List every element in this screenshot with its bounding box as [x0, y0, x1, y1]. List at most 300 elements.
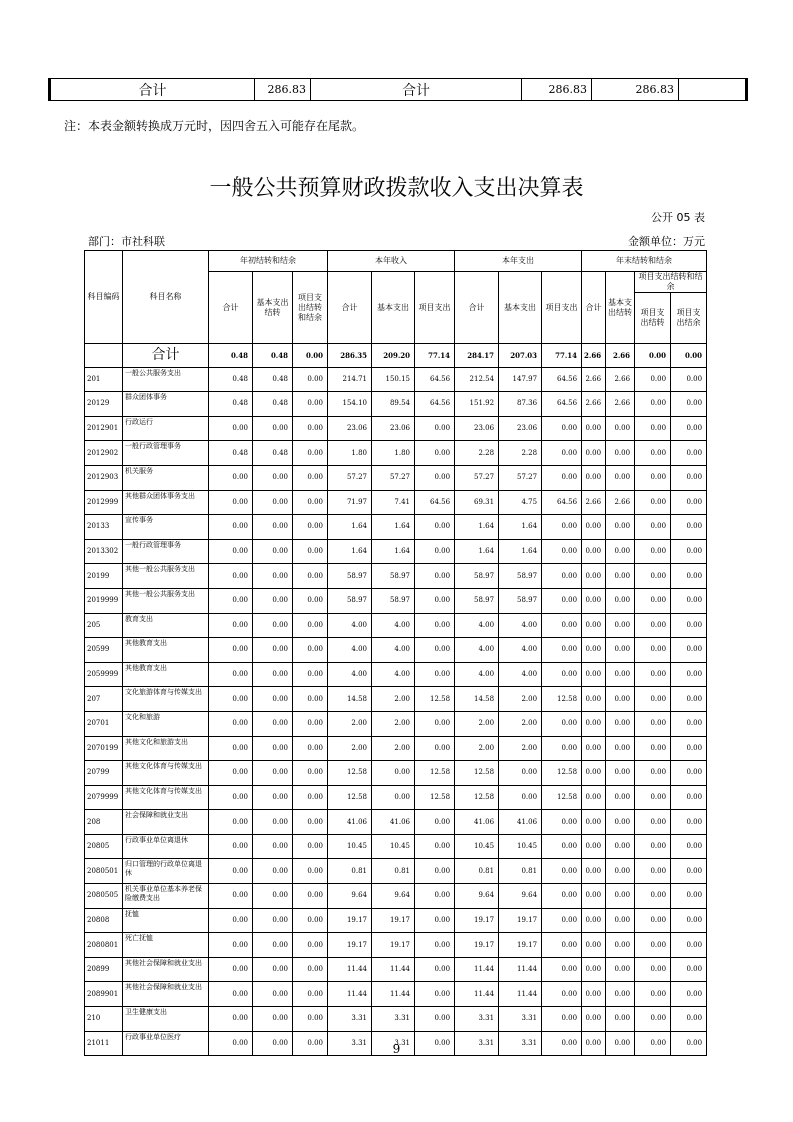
- row-value: 0.00: [582, 662, 606, 687]
- row-value: 11.44: [328, 957, 372, 982]
- row-value: 0.00: [582, 736, 606, 761]
- row-value: 0.00: [635, 515, 671, 540]
- row-value: 0.00: [671, 367, 707, 392]
- row-value: 3.31: [499, 1007, 542, 1032]
- row-value: 0.00: [499, 785, 542, 810]
- row-code: 2012901: [85, 416, 123, 441]
- table-row: [85, 785, 707, 810]
- row-value: 1.64: [455, 515, 499, 540]
- row-value: 0.00: [209, 982, 253, 1007]
- row-value: 41.06: [372, 810, 415, 835]
- row-name: 机关事业单位基本养老保险缴费支出: [123, 884, 209, 909]
- row-value: 0.00: [671, 1007, 707, 1032]
- row-code: 21011: [85, 1031, 123, 1056]
- row-value: 0.00: [542, 810, 582, 835]
- row-code: 205: [85, 613, 123, 638]
- row-value: 0.00: [606, 785, 635, 810]
- row-value: 0.00: [635, 785, 671, 810]
- row-value: 0.00: [293, 957, 328, 982]
- row-value: 1.64: [499, 515, 542, 540]
- total-value: 0.00: [635, 344, 671, 368]
- row-value: 0.00: [542, 515, 582, 540]
- row-value: 0.00: [582, 859, 606, 884]
- top-total-value-3: 286.83: [592, 79, 679, 101]
- row-name: 行政事业单位医疗: [123, 1031, 209, 1056]
- row-value: 0.00: [293, 982, 328, 1007]
- row-value: 0.00: [635, 490, 671, 515]
- row-value: 0.00: [542, 564, 582, 589]
- table-row: [85, 711, 707, 736]
- row-value: 0.48: [253, 392, 293, 417]
- row-name: 其他教育支出: [123, 638, 209, 663]
- row-value: 58.97: [499, 588, 542, 613]
- row-value: 4.00: [455, 638, 499, 663]
- row-value: 10.45: [499, 834, 542, 859]
- row-value: 0.00: [635, 1031, 671, 1056]
- row-value: 0.00: [542, 416, 582, 441]
- row-value: 0.00: [635, 638, 671, 663]
- row-name: 宣传事务: [123, 515, 209, 540]
- row-name: 群众团体事务: [123, 392, 209, 417]
- row-value: 0.00: [671, 515, 707, 540]
- header-end-project-carry: 项目支出结转: [635, 293, 671, 344]
- row-name: 其他群众团体事务支出: [123, 490, 209, 515]
- row-code: 2012903: [85, 465, 123, 490]
- row-value: 0.00: [635, 761, 671, 786]
- total-row: [85, 344, 707, 368]
- row-value: 0.48: [209, 441, 253, 466]
- row-value: 0.00: [415, 588, 455, 613]
- row-code: 2059999: [85, 662, 123, 687]
- table-row: [85, 687, 707, 712]
- row-value: 19.17: [372, 908, 415, 933]
- row-value: 58.97: [372, 588, 415, 613]
- row-value: 0.00: [542, 711, 582, 736]
- row-value: 4.00: [455, 613, 499, 638]
- row-value: 0.00: [542, 588, 582, 613]
- row-code: 2013302: [85, 539, 123, 564]
- row-value: 0.00: [606, 638, 635, 663]
- row-value: 0.00: [415, 416, 455, 441]
- row-value: 0.00: [209, 957, 253, 982]
- row-value: 0.00: [253, 1007, 293, 1032]
- row-value: 0.00: [415, 982, 455, 1007]
- row-value: 0.00: [582, 1031, 606, 1056]
- row-value: 0.00: [635, 859, 671, 884]
- table-row: [85, 933, 707, 958]
- top-total-label-1: 合计: [50, 79, 255, 101]
- row-value: 0.00: [606, 859, 635, 884]
- row-value: 0.00: [635, 982, 671, 1007]
- table-row: [85, 736, 707, 761]
- row-value: 12.58: [455, 761, 499, 786]
- row-value: 0.00: [635, 908, 671, 933]
- row-value: 0.00: [606, 736, 635, 761]
- row-name: 一般行政管理事务: [123, 539, 209, 564]
- total-value: 77.14: [542, 344, 582, 368]
- row-value: 0.00: [671, 687, 707, 712]
- header-group-income: 本年收入: [328, 251, 455, 272]
- row-value: 0.00: [209, 638, 253, 663]
- row-value: 3.31: [455, 1007, 499, 1032]
- row-value: 23.06: [499, 416, 542, 441]
- row-name: 其他教育支出: [123, 662, 209, 687]
- row-value: 64.56: [542, 392, 582, 417]
- row-code: 20133: [85, 515, 123, 540]
- row-value: 0.00: [582, 613, 606, 638]
- row-value: 0.00: [415, 539, 455, 564]
- header-name: 科目名称: [123, 251, 209, 344]
- row-value: 14.58: [455, 687, 499, 712]
- row-value: 0.00: [209, 834, 253, 859]
- page-number: 9: [392, 1042, 401, 1056]
- total-value: 0.00: [671, 344, 707, 368]
- row-value: 0.00: [293, 441, 328, 466]
- row-code: 207: [85, 687, 123, 712]
- row-value: 0.00: [635, 662, 671, 687]
- header-begin-total: 合计: [209, 272, 253, 344]
- header-begin-project: 项目支出结转和结余: [293, 272, 328, 344]
- row-value: 0.00: [253, 564, 293, 589]
- row-value: 41.06: [499, 810, 542, 835]
- header-code: 科目编码: [85, 251, 123, 344]
- row-value: 2.66: [582, 392, 606, 417]
- row-value: 0.00: [372, 785, 415, 810]
- row-value: 0.00: [415, 834, 455, 859]
- row-value: 0.00: [606, 687, 635, 712]
- row-code: 20701: [85, 711, 123, 736]
- row-value: 19.17: [455, 908, 499, 933]
- row-value: 0.00: [209, 490, 253, 515]
- row-value: 0.00: [293, 638, 328, 663]
- row-value: 0.00: [293, 1007, 328, 1032]
- row-value: 2.00: [372, 687, 415, 712]
- row-value: 2.66: [606, 367, 635, 392]
- row-value: 3.31: [499, 1031, 542, 1056]
- row-value: 4.00: [328, 638, 372, 663]
- row-value: 0.00: [606, 588, 635, 613]
- row-value: 0.00: [415, 1031, 455, 1056]
- total-value: 286.35: [328, 344, 372, 368]
- row-value: 0.48: [253, 441, 293, 466]
- row-value: 0.00: [635, 392, 671, 417]
- row-value: 0.00: [635, 810, 671, 835]
- row-value: 0.00: [499, 761, 542, 786]
- row-value: 0.00: [253, 613, 293, 638]
- row-value: 3.31: [455, 1031, 499, 1056]
- row-name: 行政运行: [123, 416, 209, 441]
- row-value: 0.00: [582, 957, 606, 982]
- row-value: 12.58: [415, 761, 455, 786]
- row-value: 4.00: [372, 638, 415, 663]
- row-value: 0.00: [253, 908, 293, 933]
- table-row: [85, 859, 707, 884]
- row-value: 0.00: [671, 761, 707, 786]
- row-value: 0.00: [671, 810, 707, 835]
- row-value: 0.00: [635, 711, 671, 736]
- row-value: 0.00: [635, 539, 671, 564]
- row-value: 58.97: [328, 588, 372, 613]
- row-value: 11.44: [372, 982, 415, 1007]
- row-value: 0.00: [671, 1031, 707, 1056]
- row-value: 0.00: [582, 515, 606, 540]
- row-value: 0.00: [415, 441, 455, 466]
- table-body: [85, 344, 707, 1056]
- total-value: 2.66: [582, 344, 606, 368]
- row-value: 2.00: [372, 736, 415, 761]
- row-value: 4.00: [328, 662, 372, 687]
- row-value: 57.27: [328, 465, 372, 490]
- row-value: 0.00: [209, 1007, 253, 1032]
- header-end-total: 合计: [582, 272, 606, 344]
- budget-table: [84, 250, 707, 1056]
- row-value: 11.44: [455, 982, 499, 1007]
- row-value: 64.56: [415, 490, 455, 515]
- row-name: 死亡抚恤: [123, 933, 209, 958]
- row-value: 0.00: [415, 711, 455, 736]
- row-value: 0.00: [635, 465, 671, 490]
- row-value: 0.00: [293, 736, 328, 761]
- row-value: 0.00: [606, 515, 635, 540]
- row-code: 208: [85, 810, 123, 835]
- row-value: 4.00: [455, 662, 499, 687]
- row-value: 0.00: [209, 662, 253, 687]
- row-code: 2012902: [85, 441, 123, 466]
- department-label: 部门：市社科联: [88, 235, 165, 248]
- row-value: 0.00: [293, 834, 328, 859]
- row-value: 0.00: [542, 933, 582, 958]
- row-value: 0.00: [635, 367, 671, 392]
- row-value: 2.66: [582, 367, 606, 392]
- row-value: 19.17: [328, 933, 372, 958]
- row-value: 2.00: [328, 736, 372, 761]
- row-value: 0.00: [635, 613, 671, 638]
- total-value: 207.03: [499, 344, 542, 368]
- row-value: 0.00: [542, 908, 582, 933]
- row-code: 2080501: [85, 859, 123, 884]
- row-value: 2.66: [582, 490, 606, 515]
- top-summary-table: [48, 78, 748, 101]
- row-value: 89.54: [372, 392, 415, 417]
- row-value: 0.00: [253, 1031, 293, 1056]
- row-value: 0.00: [253, 687, 293, 712]
- row-value: 0.00: [209, 465, 253, 490]
- row-value: 58.97: [455, 564, 499, 589]
- row-value: 2.00: [328, 711, 372, 736]
- row-value: 0.00: [582, 933, 606, 958]
- row-value: 2.00: [372, 711, 415, 736]
- row-value: 0.00: [671, 564, 707, 589]
- table-row: [85, 441, 707, 466]
- row-value: 4.00: [372, 613, 415, 638]
- row-value: 0.00: [293, 490, 328, 515]
- table-row: [85, 392, 707, 417]
- row-value: 0.00: [415, 908, 455, 933]
- row-value: 0.00: [253, 933, 293, 958]
- row-value: 41.06: [328, 810, 372, 835]
- row-value: 0.81: [372, 859, 415, 884]
- table-row: [85, 908, 707, 933]
- row-value: 0.00: [582, 465, 606, 490]
- row-value: 12.58: [542, 687, 582, 712]
- table-row: [85, 515, 707, 540]
- row-value: 0.00: [542, 957, 582, 982]
- row-value: 0.00: [253, 834, 293, 859]
- row-value: 0.48: [209, 392, 253, 417]
- row-value: 0.00: [415, 933, 455, 958]
- row-code: 2070199: [85, 736, 123, 761]
- row-value: 0.00: [293, 859, 328, 884]
- row-value: 0.00: [293, 613, 328, 638]
- row-value: 23.06: [372, 416, 415, 441]
- table-row: [85, 761, 707, 786]
- row-value: 0.00: [582, 564, 606, 589]
- row-value: 0.00: [606, 761, 635, 786]
- row-value: 0.00: [209, 761, 253, 786]
- row-value: 0.00: [606, 564, 635, 589]
- row-value: 9.64: [499, 884, 542, 909]
- row-value: 0.00: [635, 588, 671, 613]
- row-value: 0.00: [671, 884, 707, 909]
- row-value: 4.75: [499, 490, 542, 515]
- top-total-value-4: [679, 79, 747, 101]
- row-value: 0.00: [606, 884, 635, 909]
- total-value: 0.48: [253, 344, 293, 368]
- row-value: 0.00: [415, 662, 455, 687]
- table-row: [85, 367, 707, 392]
- row-value: 0.00: [209, 908, 253, 933]
- row-value: 1.64: [328, 515, 372, 540]
- row-value: 0.00: [293, 711, 328, 736]
- row-value: 0.00: [635, 884, 671, 909]
- header-group-project: 项目支出结转和结余: [635, 272, 707, 293]
- total-code: [85, 344, 123, 368]
- row-value: 0.00: [606, 539, 635, 564]
- row-value: 0.00: [606, 613, 635, 638]
- row-value: 0.00: [582, 638, 606, 663]
- row-value: 0.00: [671, 736, 707, 761]
- row-value: 11.44: [499, 957, 542, 982]
- row-value: 0.00: [415, 957, 455, 982]
- row-value: 3.31: [372, 1031, 415, 1056]
- header-group-expense: 本年支出: [455, 251, 582, 272]
- row-value: 4.00: [499, 638, 542, 663]
- row-name: 一般行政管理事务: [123, 441, 209, 466]
- unit-label: 金额单位：万元: [628, 235, 705, 248]
- row-value: 0.00: [253, 736, 293, 761]
- row-name: 其他文化体育与传媒支出: [123, 761, 209, 786]
- note-text: 注：本表金额转换成万元时，因四舍五入可能存在尾款。: [64, 119, 365, 133]
- row-value: 0.00: [415, 465, 455, 490]
- row-value: 0.00: [293, 810, 328, 835]
- header-begin-basic: 基本支出结转: [253, 272, 293, 344]
- row-value: 0.00: [671, 908, 707, 933]
- table-row: [85, 539, 707, 564]
- row-name: 其他社会保障和就业支出: [123, 957, 209, 982]
- row-value: 0.00: [606, 810, 635, 835]
- row-value: 1.64: [455, 539, 499, 564]
- row-value: 0.00: [253, 662, 293, 687]
- row-code: 20899: [85, 957, 123, 982]
- row-value: 0.00: [542, 834, 582, 859]
- row-value: 11.44: [372, 957, 415, 982]
- row-value: 0.81: [328, 859, 372, 884]
- row-value: 64.56: [415, 367, 455, 392]
- row-name: 文化和旅游: [123, 711, 209, 736]
- row-value: 19.17: [499, 933, 542, 958]
- row-value: 0.00: [606, 441, 635, 466]
- row-value: 0.00: [582, 539, 606, 564]
- row-value: 2.00: [499, 711, 542, 736]
- row-value: 0.00: [635, 957, 671, 982]
- row-value: 1.64: [372, 539, 415, 564]
- row-value: 58.97: [499, 564, 542, 589]
- row-value: 0.00: [293, 662, 328, 687]
- row-value: 0.00: [209, 711, 253, 736]
- row-value: 2.00: [455, 711, 499, 736]
- row-code: 20808: [85, 908, 123, 933]
- row-value: 87.36: [499, 392, 542, 417]
- row-value: 0.00: [542, 884, 582, 909]
- row-value: 0.00: [293, 687, 328, 712]
- row-value: 0.00: [253, 982, 293, 1007]
- header-end-project-remain: 项目支出结余: [671, 293, 707, 344]
- row-value: 12.58: [415, 785, 455, 810]
- row-value: 0.00: [209, 933, 253, 958]
- row-value: 0.00: [253, 465, 293, 490]
- row-value: 0.00: [293, 465, 328, 490]
- row-code: 20799: [85, 761, 123, 786]
- row-value: 214.71: [328, 367, 372, 392]
- row-value: 4.00: [499, 662, 542, 687]
- row-value: 0.00: [582, 711, 606, 736]
- top-total-value-1: 286.83: [255, 79, 311, 101]
- header-income-total: 合计: [328, 272, 372, 344]
- row-value: 41.06: [455, 810, 499, 835]
- row-value: 11.44: [499, 982, 542, 1007]
- total-value: 284.17: [455, 344, 499, 368]
- row-value: 23.06: [328, 416, 372, 441]
- row-value: 0.00: [415, 859, 455, 884]
- row-value: 147.97: [499, 367, 542, 392]
- row-value: 0.00: [209, 416, 253, 441]
- row-value: 12.58: [415, 687, 455, 712]
- row-value: 0.00: [209, 859, 253, 884]
- table-row: [85, 810, 707, 835]
- row-name: 教育支出: [123, 613, 209, 638]
- row-code: 2080801: [85, 933, 123, 958]
- row-value: 0.00: [253, 957, 293, 982]
- row-value: 0.00: [253, 785, 293, 810]
- row-value: 71.97: [328, 490, 372, 515]
- row-name: 一般公共服务支出: [123, 367, 209, 392]
- table-row: [85, 416, 707, 441]
- row-value: 0.00: [253, 711, 293, 736]
- row-value: 64.56: [415, 392, 455, 417]
- row-value: 0.00: [606, 416, 635, 441]
- row-value: 0.00: [582, 785, 606, 810]
- row-value: 0.00: [671, 662, 707, 687]
- total-value: 77.14: [415, 344, 455, 368]
- row-value: 0.00: [671, 441, 707, 466]
- row-value: 0.00: [671, 416, 707, 441]
- row-value: 0.00: [542, 638, 582, 663]
- row-value: 0.00: [582, 441, 606, 466]
- row-value: 0.00: [293, 908, 328, 933]
- row-name: 其他社会保障和就业支出: [123, 982, 209, 1007]
- table-row: [85, 638, 707, 663]
- row-value: 0.00: [415, 638, 455, 663]
